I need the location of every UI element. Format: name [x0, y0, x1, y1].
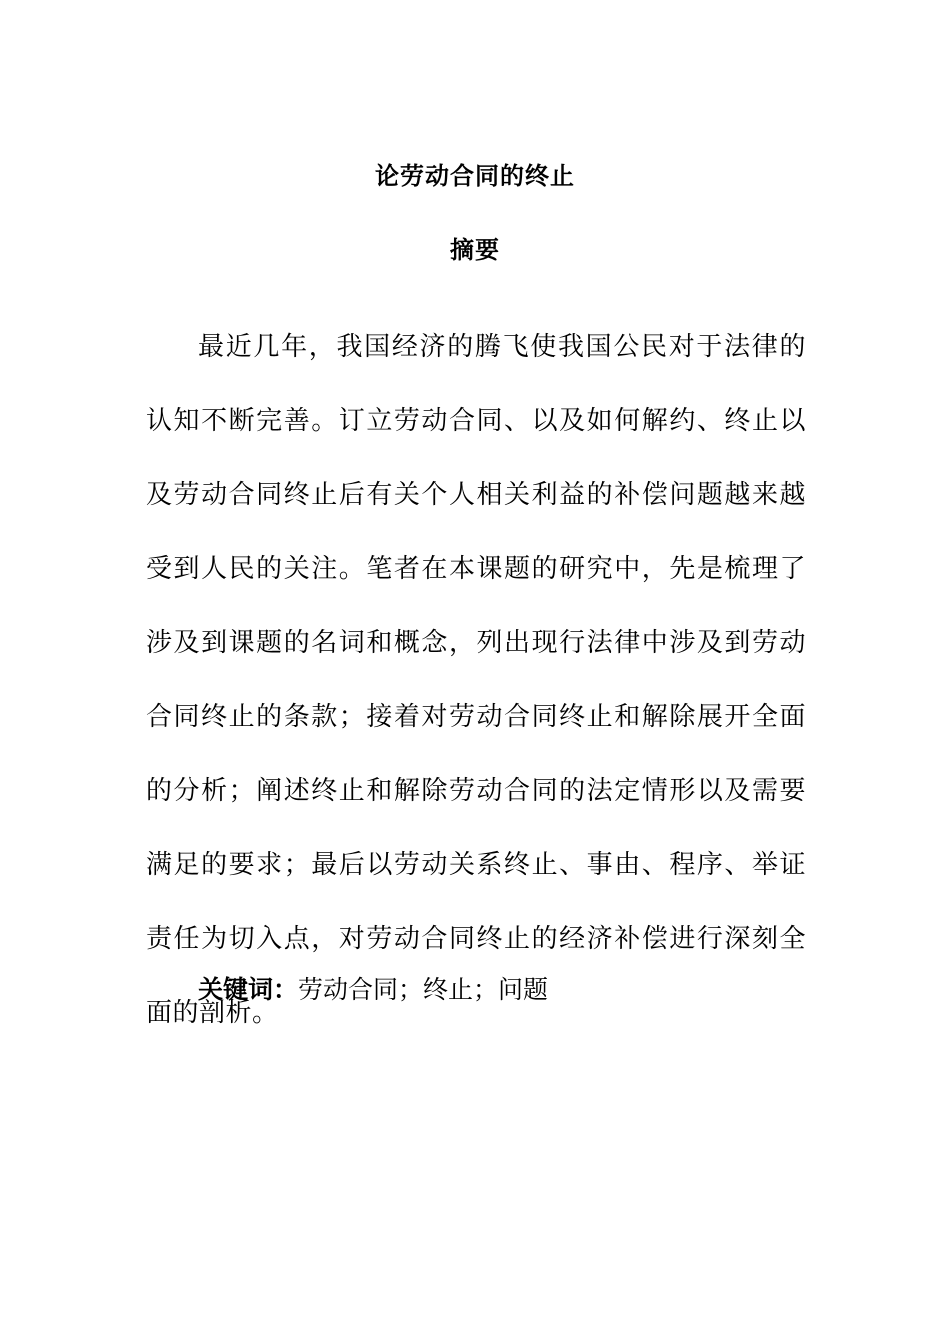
- keywords-label: 关键词：: [198, 975, 299, 1004]
- abstract-heading: 摘要: [450, 236, 500, 264]
- abstract-paragraph: 最近几年，我国经济的腾飞使我国公民对于法律的认知不断完善。订立劳动合同、以及如何解约、终止以及劳动合同终止后有关个人相关利益的补偿问题越来越受到人民的关注。笔者在本课题的研究中，先是梳理了涉及到课题的名词和概念，列出现行法律中涉及到劳动合同终止的条款；接着对劳动合同终止和解除展开全面的分析；阐述终止和解除劳动合同的法定情形以及需要满足的要求；最后以劳动关系终止、事由、程序、举证责任为切入点，对劳动合同终止的经济补偿进行深刻全面的剖析。: [146, 332, 806, 1028]
- keywords-value: 劳动合同；终止；问题: [298, 975, 549, 1004]
- keywords-line: [198, 970, 548, 1011]
- document-title: 论劳动合同的终止: [375, 162, 575, 190]
